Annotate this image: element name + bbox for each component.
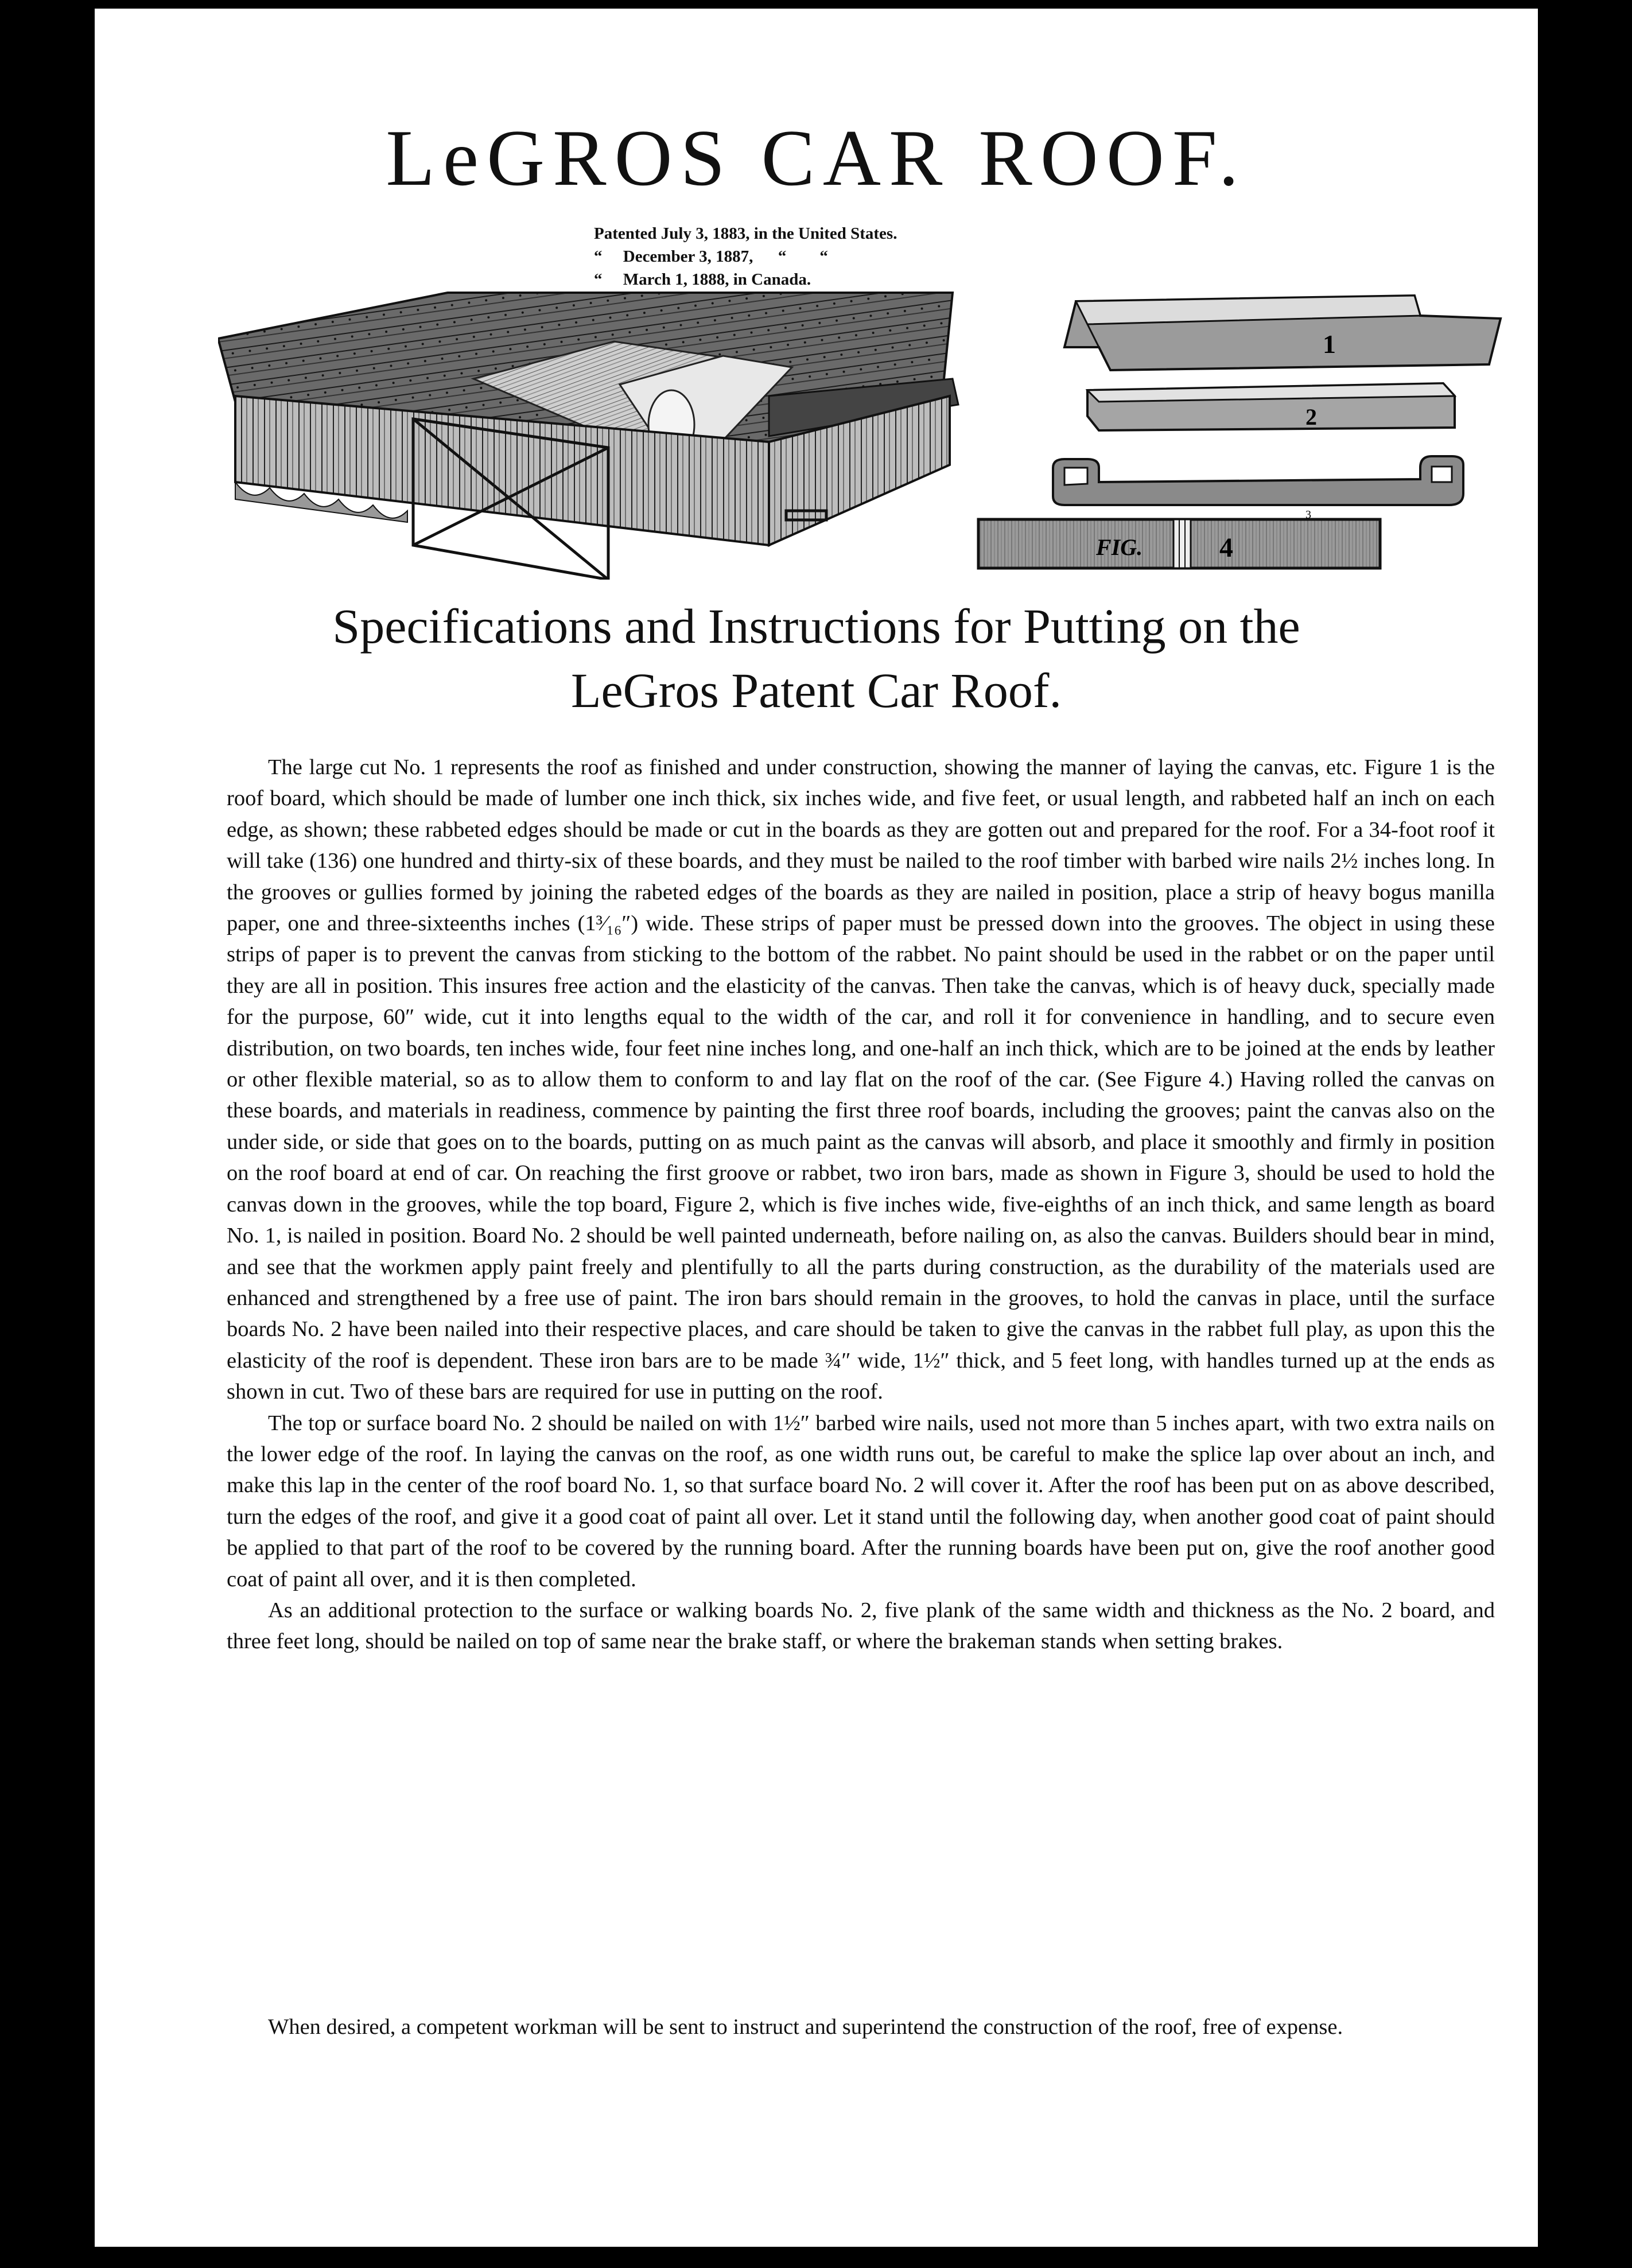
subtitle-line-2: LeGros Patent Car Roof.	[570, 663, 1062, 718]
paragraph: As an additional protection to the surface or walking boards No. 2, five plank of the same width and thickness as the No. 2 board, and three feet long, should be nailed on top of same near the brake staff, or where the brakeman stands when setting brakes.	[227, 1598, 1495, 1654]
document-page	[95, 9, 1538, 2247]
paragraph: The top or surface board No. 2 should be nailed on with 1½″ barbed wire nails, used not more than 5 inches apart, with two extra nails on the lower edge of the roof. In laying the canvas on the roof, as one width runs out, be careful to make the splice lap over about an inch, and make this lap in the center of the roof board No. 1, so that surface board No. 2 will cover it. After the roof has been put on as above described, turn the edges of the roof, and give it a good coat of paint all over. Let it stand until the following day, when another good coat of paint should be applied to that part of the roof to be covered by the running board. After the running boards have been put on, give the roof another good coat of paint all over, and it is then completed.	[227, 1411, 1495, 1591]
figure-2-board	[1076, 373, 1489, 442]
figure-1-label: 1	[1323, 329, 1336, 359]
figure-1-board	[1053, 284, 1512, 382]
figure-3-iron-bar	[1036, 439, 1495, 519]
document-subtitle	[152, 594, 1481, 723]
figure-3-label: 3	[1305, 508, 1311, 519]
figure-4-label: 4	[1219, 533, 1233, 563]
specification-body	[227, 752, 1495, 1657]
patent-line: Patented July 3, 1883, in the United States.	[594, 224, 897, 243]
patent-line: “ December 3, 1887, “ “	[594, 247, 828, 266]
figure-4-fig-label: FIG.	[1096, 534, 1143, 560]
patent-notice	[594, 222, 1110, 291]
car-roof-illustration	[218, 281, 1067, 580]
figure-2-label: 2	[1305, 404, 1317, 430]
paragraph: The large cut No. 1 represents the roof as finished and under construction, showing the manner of laying the canvas, etc. Figure 1 is the roof board, which should be made of lumber one inch thick, six inches wide, and five feet, or usual length, and rabbeted half an inch on each edge, as shown; these rabbeted edges should be made or cut in the boards as they are gotten out and prepared for the roof. For a 34-foot roof it will take (136) one hundred and thirty-six of these boards, and they must be nailed to the roof timber with barbed wire nails 2½ inches long. In the grooves or gullies formed by joining the rabeted edges of the boards as they are nailed in position, place a strip of heavy bogus manilla paper, one and three-sixteenths inches (1³⁄₁₆″) wide. These strips of paper must be pressed down into the grooves. The object in using these strips of paper is to prevent the canvas from sticking to the bottom of the rabbet. No paint should be used in the rabbet or on the paper until they are all in position. This insures free action and the elasticity of the canvas. Then take the canvas, which is of heavy duck, specially made for the purpose, 60″ wide, cut it into lengths equal to the width of the car, and roll it for convenience in handling, and to secure even distribution, on two boards, ten inches wide, four feet nine inches long, and one-half an inch thick, which are to be joined at the ends by leather or other flexible material, so as to allow them to conform to and lay flat on the roof of the car. (See Figure 4.) Having rolled the canvas on these boards, and materials in readiness, commence by painting the first three roof boards, including the grooves; paint the canvas also on the under side, or side that goes on to the boards, putting on as much paint as the canvas will absorb, and place it smoothly and firmly in position on the roof board at end of car. On reaching the first groove or rabbet, two iron bars, made as shown in Figure 3, should be used to hold the canvas down in the grooves, while the top board, Figure 2, which is five inches wide, five-eighths of an inch thick, and same length as board No. 1, is nailed in position. Board No. 2 should be well painted underneath, before nailing on, as also the canvas. Builders should bear in mind, and see that the workmen apply paint freely and plentifully to all the parts during construction, as the durability of the materials used are enhanced and strengthened by a free use of paint. The iron bars should remain in the grooves, to hold the canvas in place, until the surface boards No. 2 have been nailed into their respective places, and care should be taken to give the canvas in the rabbet full play, as upon this the elasticity of the roof is dependent. These iron bars are to be made ¾″ wide, 1½″ thick, and 5 feet long, with handles turned up at the ends as shown in cut. Two of these bars are required for use in putting on the roof.	[227, 755, 1495, 1404]
subtitle-line-1: Specifications and Instructions for Putting on the	[332, 599, 1300, 654]
document-title: LeGROS CAR ROOF.	[386, 114, 1247, 203]
patent-line: “ March 1, 1888, in Canada.	[594, 270, 811, 289]
closing-paragraph: When desired, a competent workman will be sent to instruct and superintend the construction of the roof, free of expense.	[268, 2015, 1343, 2039]
figure-4-roller-boards	[976, 514, 1389, 577]
closing-note	[227, 2011, 1495, 2042]
